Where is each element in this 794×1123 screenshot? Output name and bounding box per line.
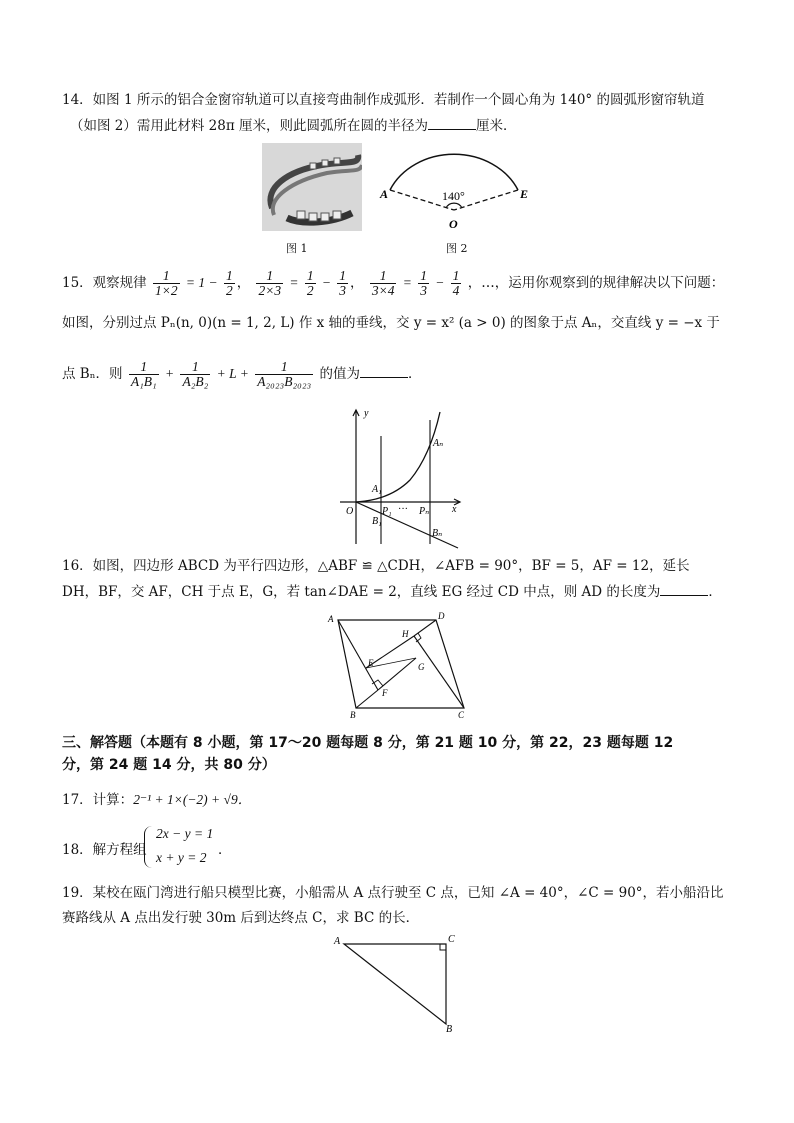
frac-den: A₂₀₂₃B₂₀₂₃ (257, 374, 312, 389)
frac-den: 2 (225, 283, 233, 298)
frac-num: 1 (225, 268, 233, 283)
q15-line2: 如图，分别过点 Pₙ(n, 0)(n = 1, 2, L) 作 x 轴的垂线，交 y = x² (a > 0) 的图象于点 Aₙ，交直线 y = −x 于 (62, 315, 720, 331)
q15-end: ． (408, 366, 422, 382)
bn-label: Bₙ (432, 528, 443, 539)
label-e: E (368, 658, 374, 668)
q14-line2-text: （如图 2）需用此材料 28π 厘米，则此圆弧所在圆的半径为 (70, 118, 429, 134)
point-o: O (449, 217, 458, 231)
parallelogram-abcd (338, 620, 464, 708)
frac-num: 1 (370, 269, 397, 284)
point-a: A (380, 187, 389, 201)
system-brace (144, 826, 153, 868)
fraction-2 (256, 269, 283, 298)
parallelogram-figure (326, 610, 476, 722)
frac-num: 1 (153, 269, 180, 284)
frac-den: 3×4 (371, 283, 395, 298)
label-c: C (448, 934, 455, 945)
equals-1: = 1 − (185, 275, 218, 290)
frac-num: 1 (306, 268, 314, 283)
frac-den: 4 (452, 283, 460, 298)
fraction-3a (418, 269, 429, 298)
frac-den: A₂B₂ (182, 374, 209, 389)
frac-num: 1 (129, 360, 159, 375)
curtain-track-photo (262, 143, 362, 231)
q16-answer-blank[interactable] (660, 581, 708, 596)
pn-label: Pₙ (419, 506, 430, 517)
curtain-track-photo-drawing (262, 143, 362, 231)
q14-line2 (70, 115, 517, 136)
q15-answer-blank[interactable] (360, 363, 408, 378)
frac-num: 1 (256, 269, 283, 284)
q18-end: ． (218, 842, 232, 858)
segment-fg (378, 658, 416, 690)
fig2-caption: 图 2 (446, 242, 468, 255)
q16-line2 (62, 581, 722, 602)
b1-label: B₁ (372, 516, 382, 527)
minus-2: − (321, 275, 331, 290)
x-label: x (452, 504, 457, 515)
angle-label: 140° (442, 189, 465, 203)
q18-eq2: x + y = 2 (156, 850, 207, 865)
equals-2: = (289, 275, 299, 290)
parabola-curve (356, 412, 440, 502)
sum-fraction-3 (255, 360, 313, 389)
parabola-graph (330, 406, 470, 556)
q18-text: 18．解方程组 (62, 842, 147, 858)
sum-fraction-1 (129, 360, 159, 389)
triangle-figure (330, 930, 470, 1034)
origin-label: O (346, 506, 354, 517)
plus-1: + (165, 366, 175, 381)
right-angle-f (372, 680, 383, 686)
segment-hc (414, 636, 464, 708)
angle-mark (446, 203, 462, 208)
minus-3: − (435, 275, 445, 290)
frac-den: 2×3 (258, 283, 282, 298)
point-e: E (520, 187, 529, 201)
frac-num: 1 (339, 268, 347, 283)
a1-label: A₁ (372, 484, 382, 495)
fraction-1 (153, 269, 180, 298)
label-d: D (438, 611, 445, 621)
q14-answer-blank[interactable] (428, 115, 476, 130)
label-a: A (328, 614, 334, 624)
fig1-caption: 图 1 (286, 242, 308, 255)
frac-num: 1 (452, 268, 460, 283)
fraction-1r (224, 269, 235, 298)
label-f: F (382, 688, 388, 698)
q19-line1: 19．某校在瓯门湾进行船只模型比赛，小船需从 A 点行驶至 C 点，已知 ∠A = 40°，∠C = 90°，若小船沿比 (62, 885, 724, 901)
q15-suffix: ，…，运用你观察到的规律解决以下问题： (467, 275, 725, 291)
frac-num: 1 (420, 268, 427, 283)
q15-line3-prefix: 点 Bₙ．则 (62, 366, 123, 382)
q18-eq1: 2x − y = 1 (156, 826, 214, 841)
section3-heading-line1: 三、解答题（本题有 8 小题，第 17～20 题每题 8 分，第 21 题 10 分，第 22，23 题每题 12 (62, 735, 674, 751)
fraction-3 (370, 269, 397, 298)
frac-num: 1 (180, 360, 210, 375)
fraction-2a (305, 269, 316, 298)
frac-num: 1 (255, 360, 313, 375)
q17 (62, 790, 251, 810)
fraction-2b (337, 269, 348, 298)
segment-dh (414, 620, 436, 636)
label-h: H (402, 629, 409, 639)
q15-line1: 15．观察规律 $\frac{1}{1\times 2}$ = 1 − $\frac{1}{2}$ ， $\frac{1}{2\times 3}$ = $\frac{1}{2}$ − $\frac{1}{3}$ ， $\frac{1}{3\times 4}$ = $\frac{1}{3}$ − $\frac{1}{4}$ ，…，运用你观察到的规律解决以下问题： (62, 268, 725, 298)
fraction-3b (451, 269, 462, 298)
an-label: Aₙ (433, 438, 444, 449)
q15-line3-suffix: 的值为 (319, 366, 361, 382)
y-label: y (364, 408, 369, 419)
q17-expression: 2⁻¹ + 1×(−2) + √9． (133, 792, 252, 807)
q17-text: 17．计算： (62, 792, 134, 808)
label-b: B (350, 710, 356, 720)
frac-den: 3 (420, 283, 427, 298)
q15-prefix: 15．观察规律 (62, 275, 147, 291)
q16-end: ． (708, 584, 722, 600)
frac-den: 2 (306, 283, 314, 298)
label-b: B (446, 1024, 453, 1034)
q14-line1: 14．如图 1 所示的铝合金窗帘轨道可以直接弯曲制作成弧形．若制作一个圆心角为 140° 的圆弧形窗帘轨道 (62, 92, 705, 108)
equals-3: = (402, 275, 412, 290)
triangle-abc (344, 944, 446, 1024)
frac-den: 3 (339, 283, 347, 298)
q16-line2-text: DH，BF，交 AF，CH 于点 E，G，若 tan∠DAE = 2，直线 EG 经过 CD 中点，则 AD 的长度为 (62, 584, 661, 600)
dots-label: ··· (398, 504, 408, 515)
frac-den: A₁B₁ (130, 374, 157, 389)
q15-line3 (62, 356, 422, 392)
arc-curve (390, 154, 518, 190)
label-c: C (458, 710, 465, 720)
q14-line2-end: 厘米． (476, 118, 517, 134)
section3-heading-line2: 分，第 24 题 14 分，共 80 分） (62, 757, 276, 773)
q16-line1: 16．如图，四边形 ABCD 为平行四边形，△ABF ≌ △CDH，∠AFB = 90°，BF = 5，AF = 12，延长 (62, 558, 690, 574)
segment-af (338, 620, 378, 690)
plus-2: + L + (216, 366, 249, 381)
segment-bf (356, 690, 378, 708)
frac-den: 1×2 (154, 283, 178, 298)
label-g: G (418, 662, 425, 672)
sum-fraction-2 (180, 360, 210, 389)
q19-line2: 赛路线从 A 点出发行驶 30m 后到达终点 C，求 BC 的长． (62, 910, 420, 926)
right-angle-c (440, 944, 446, 950)
p1-label: P₁ (382, 506, 392, 517)
arc-figure (376, 140, 536, 240)
label-a: A (334, 936, 341, 947)
